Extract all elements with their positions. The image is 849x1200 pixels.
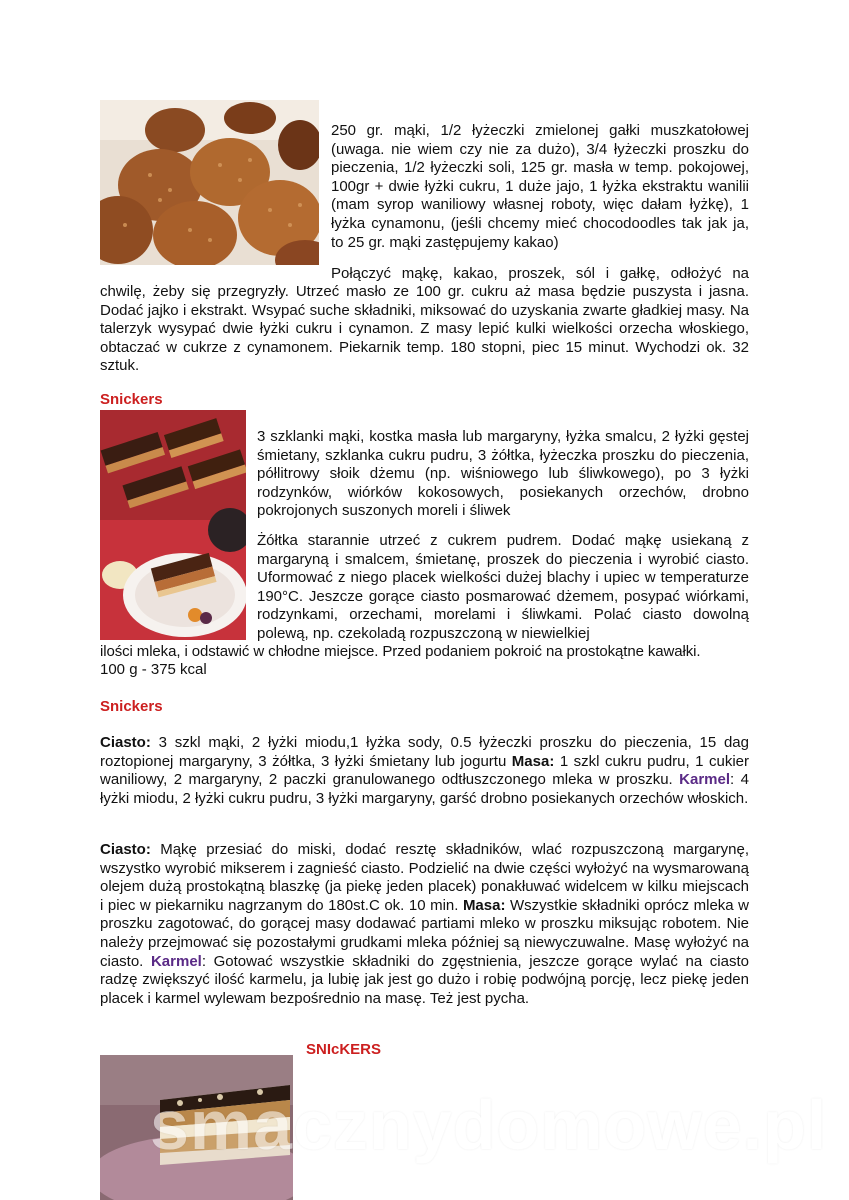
recipe3-method <box>100 841 749 1008</box>
watermark: smacznydomowe.pl <box>150 1086 828 1164</box>
karmel-method-label: Karmel <box>150 952 202 970</box>
ciasto-method-label: Ciasto: <box>100 841 151 858</box>
karmel-ingredients: : 4 łyżki miodu, 2 łyżki cukru pudru, 3 łyżki margaryny, garść drobno posiekanych orzechów włoskich. <box>100 771 749 807</box>
masa-method-label: Masa: <box>462 896 506 914</box>
recipe4-title: SNIcKERS <box>306 1041 382 1058</box>
karmel-label: Karmel <box>679 771 731 789</box>
snickers-photo-1 <box>100 410 246 640</box>
recipe1-method: chwilę, żeby się przegryzły. Utrzeć masło ze 100 gr. cukru aż masa będzie puszysta i jasna. Dodać jajko i ekstrakt. Wsypać suche składniki, miksować do uzyskania zwarte gładkiej masy. Na talerzyk wysypać dwie łyżki cukru i cynamon. Z masy lepić kulki wielkości orzecha włoskiego, obtaczać w cukrze z cynamonem. Piekarnik temp. 180 stopni, piec 15 minut. Wychodzi ok. 32 sztuk. <box>100 283 749 375</box>
recipe2-ingredients: 3 szklanki mąki, kostka masła lub margaryny, łyżka smalcu, 2 łyżki gęstej śmietany, szklanka cukru pudru, 3 żółtka, łyżeczka proszku do pieczenia, półlitrowy słoik dżemu (np. wiśniowego lub śliwkowego), po 3 łyżki rodzynków, wiórków kokosowych, posiekanych orzechów, drobno pokrojonych suszonych moreli i śliwek <box>257 428 749 520</box>
recipe1-ingredients: 250 gr. mąki, 1/2 łyżeczki zmielonej gałki muszkatołowej (uwaga. nie wiem czy nie za dużo), 3/4 łyżeczki proszku do pieczenia, 1/2 łyżeczki soli, 125 gr. masła w temp. pokojowej, 100gr + dwie łyżki cukru, 1 duże jajo, 1 łyżka ekstraktu wanilii (mam syrop waniliowy własnej roboty, więc dałam łyżkę), 1 łyżka cynamonu, (jeśli chcemy mieć chocodoodles tak jak ja, to 25 gr. mąki zastępujemy kakao) <box>331 122 749 251</box>
ciasto-ingredients: 3 szkl mąki, 2 łyżki miodu,1 łyżka sody, 0.5 łyżeczki proszku do pieczenia, 15 dag roztopionej margaryny, 3 żółtka, 3 łyżki śmietany lub jogurtu <box>100 734 749 770</box>
recipe2-title: Snickers <box>100 391 163 408</box>
masa-label: Masa: <box>511 752 555 770</box>
recipe1-method-first-line: Połączyć mąkę, kakao, proszek, sól i gałkę, odłożyć na <box>331 265 749 282</box>
snickers-cake-illustration <box>100 410 246 640</box>
recipe2-nutrition: 100 g - 375 kcal <box>100 661 207 678</box>
recipe3-title: Snickers <box>100 698 163 715</box>
recipe2-method-continued: ilości mleka, i odstawić w chłodne miejsce. Przed podaniem pokroić na prostokątne kawałki. <box>100 643 701 660</box>
recipe3-ingredients <box>100 734 749 808</box>
recipe2-method: Żółtka starannie utrzeć z cukrem pudrem. Dodać mąkę usiekaną z margaryną i smalcem, śmietanę, proszek do pieczenia i wyrobić ciasto. Uformować z niego placek wielkości dużej blachy i upiec w temperaturze 190°C. Jeszcze gorące ciasto posmarować dżemem, posypać wiórkami, rodzynkami, orzechami, morelami i śliwkami. Polać ciasto dowolną polewą, np. czekoladą rozpuszczoną w niewielkiej <box>257 532 749 642</box>
cookies-photo <box>100 100 319 265</box>
cookies-illustration <box>100 100 319 265</box>
masa-ingredients: 1 szkl cukru pudru, 1 cukier waniliowy, 2 margaryny, 2 paczki granulowanego odtłuszczonego mleka w proszku. <box>100 752 749 789</box>
karmel-method: : Gotować wszystkie składniki do zgęstnienia, jeszcze gorące wylać na ciasto radzę zwiększyć ilość karmelu, ja lubię jak jest go dużo i robię podwójną porcję, lecz piekę jeden placek i karmel wylewam bezpośrednio na masę. Też jest pycha. <box>100 952 749 1007</box>
ciasto-label: Ciasto: <box>100 734 151 751</box>
masa-method: Wszystkie składniki oprócz mleka w proszku zagotować, do gorącej masy dodawać partiami mleko w proszku miksując robotem. Nie należy przejmować się pozostałymi grudkami mleka później są niewyczuwalne. Masę wyłożyć na ciasto. <box>100 896 749 970</box>
ciasto-method: Mąkę przesiać do miski, dodać resztę składników, wlać rozpuszczoną margarynę, wszystko wyrobić mikserem i zagnieść ciasto. Podzielić na dwie części wyłożyć na wysmarowaną olejem dużą prostokątną blaszkę (ja piekę jeden placek) ponakłuwać widelcem w kilku miejscach i piec w piekarniku nagrzanym do 180st.C ok. 10 min. <box>100 841 749 914</box>
